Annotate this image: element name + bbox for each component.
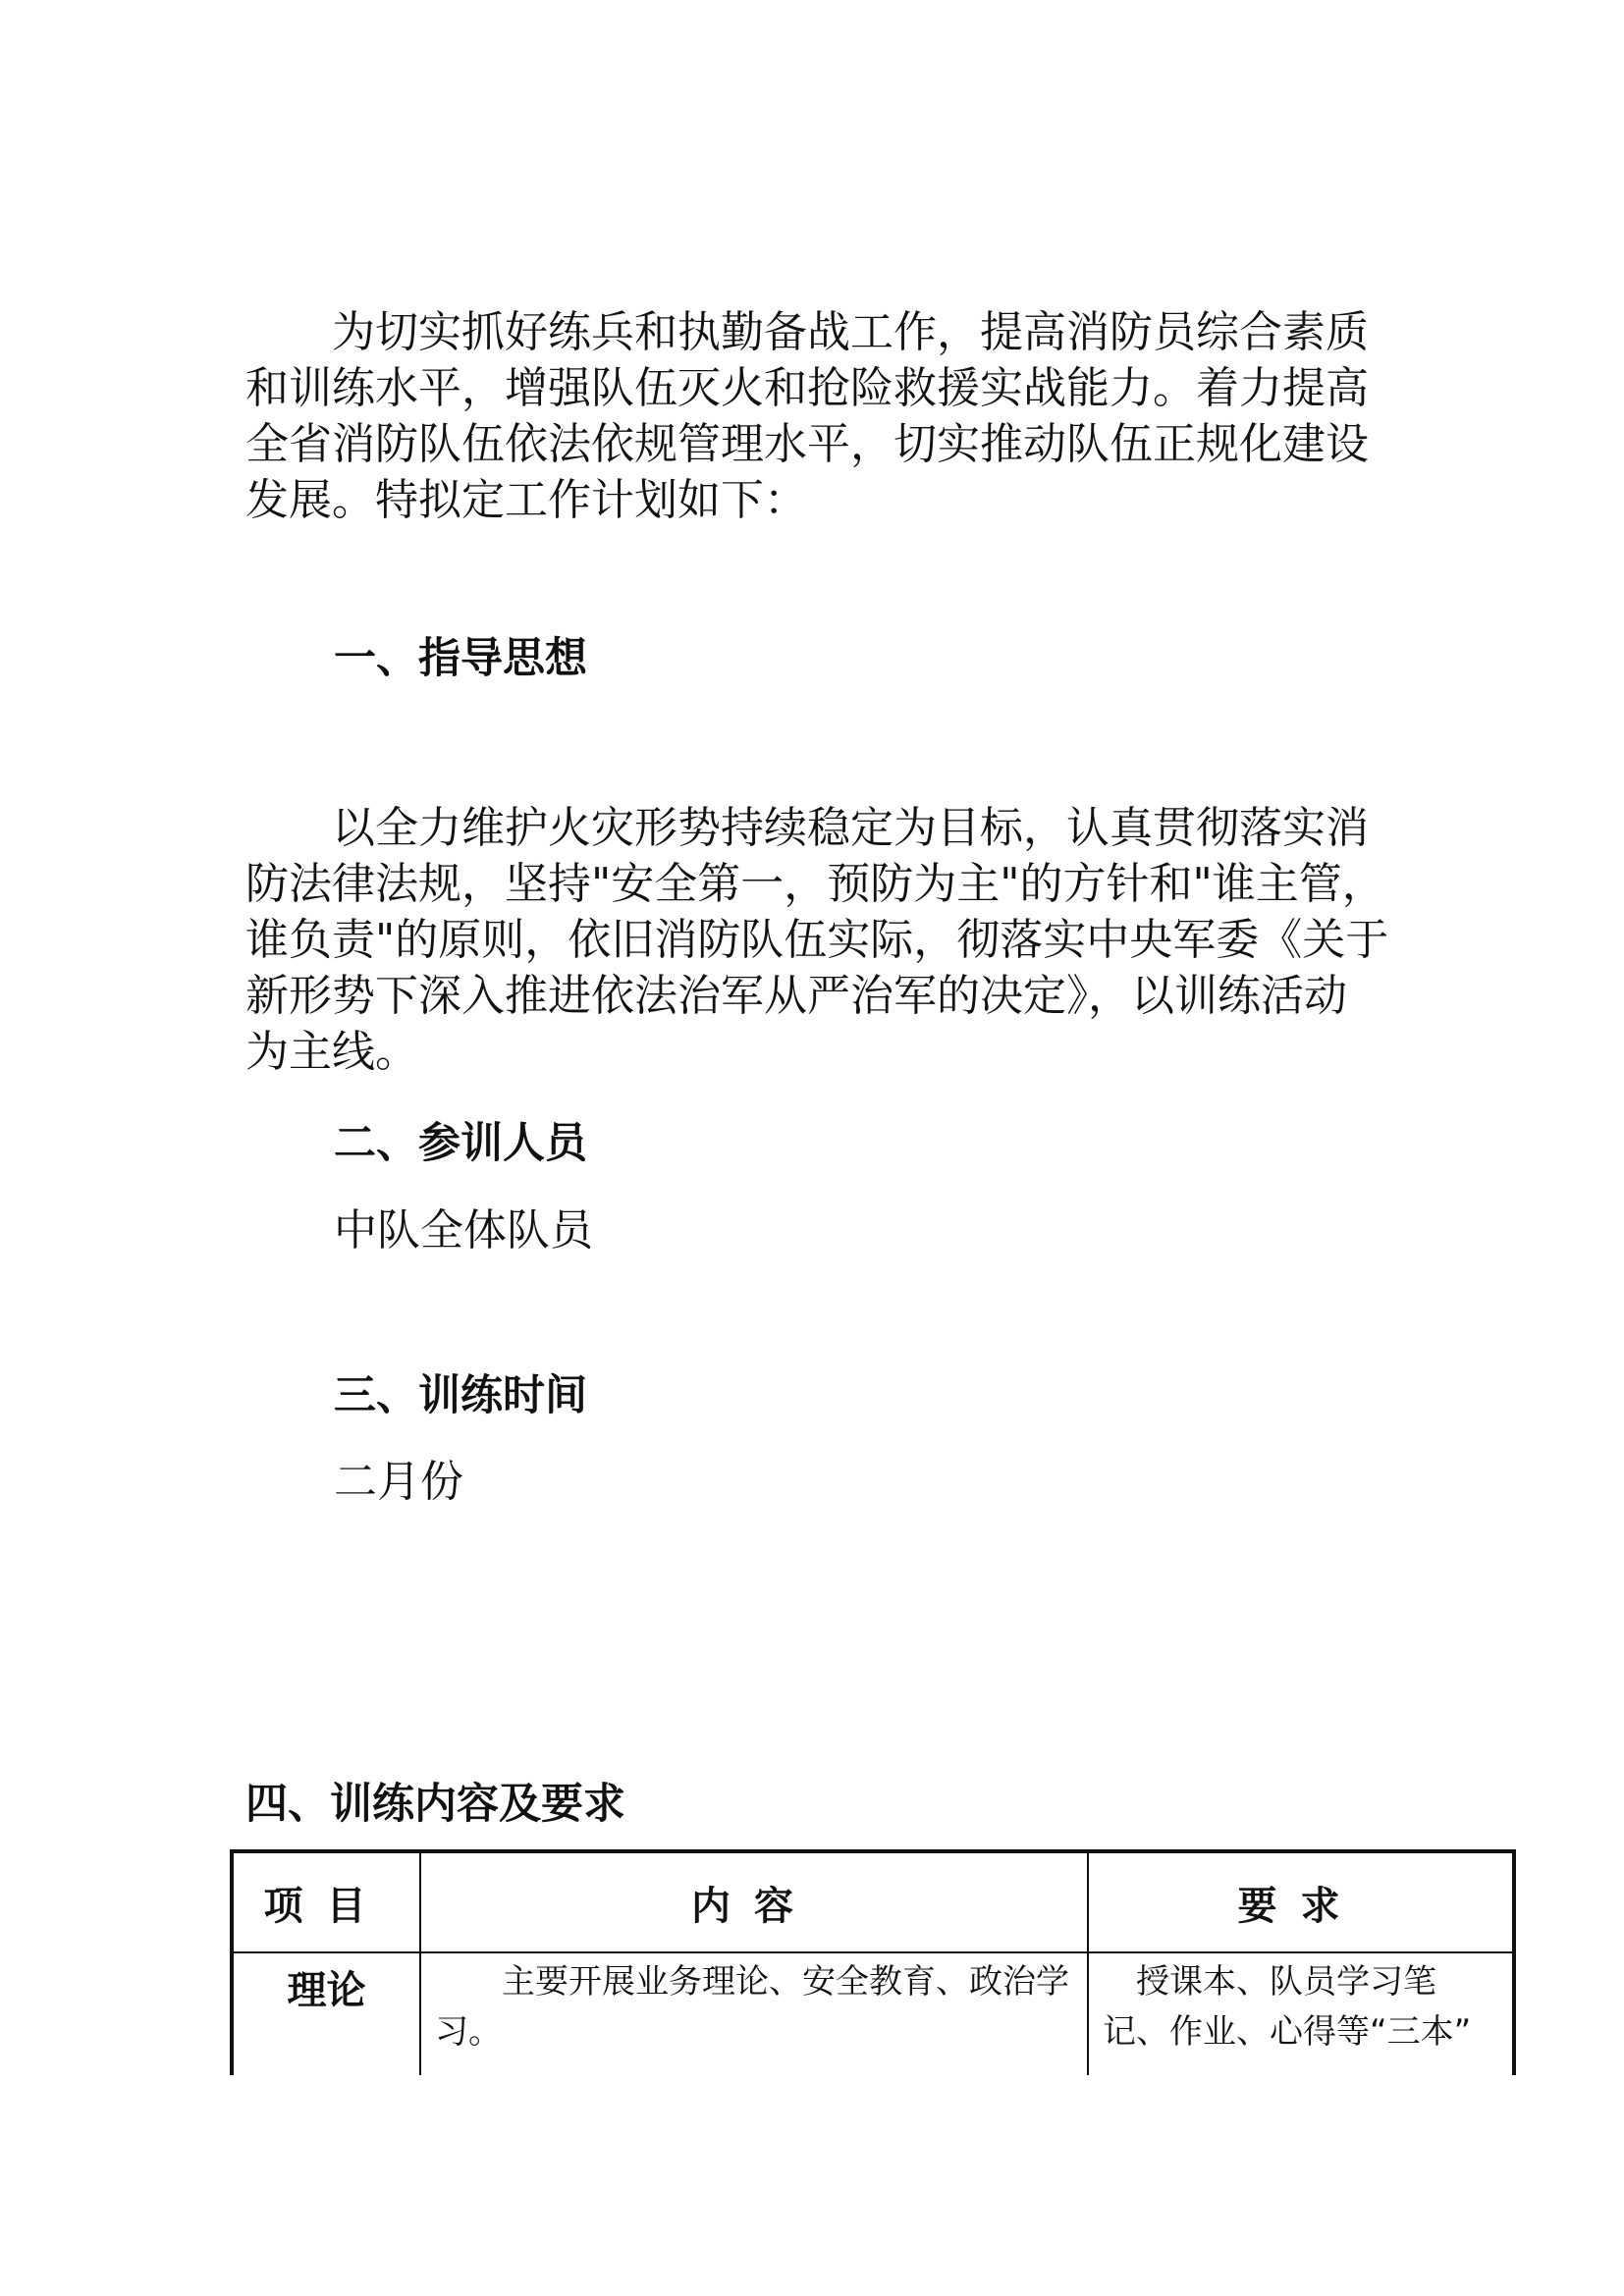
section-1-heading: 一、指导思想 bbox=[334, 634, 587, 683]
section-4-heading: 四、训练内容及要求 bbox=[245, 1780, 625, 1829]
table-header-row bbox=[232, 1851, 1514, 1952]
section-3-heading: 三、训练时间 bbox=[334, 1371, 587, 1420]
header-project: 项目 bbox=[232, 1851, 420, 1952]
row-content: 主要开展业务理论、安全教育、政治学习。 bbox=[435, 1962, 1069, 2052]
row-requirement: 授课本、队员学习笔记、作业、心得等“三本” bbox=[1103, 1962, 1472, 2052]
section-2-heading: 二、参训人员 bbox=[334, 1119, 587, 1168]
section-1-body bbox=[245, 800, 1389, 1080]
section-1-text: 以全力维护火灾形势持续稳定为目标，认真贯彻落实消防法律法规，坚持"安全第一，预防为主"的方针和"谁主管，谁负责"的原则，依旧消防队伍实际，彻落实中央军委《关于新形势下深入推进依法治军从严治军的决定》，以训练活动为主线。 bbox=[245, 803, 1389, 1077]
header-requirement: 要求 bbox=[1088, 1851, 1514, 1952]
header-content: 内容 bbox=[420, 1851, 1088, 1952]
intro-paragraph bbox=[245, 304, 1389, 528]
table-row bbox=[232, 1952, 1514, 2075]
section-2-body: 中队全体队员 bbox=[334, 1205, 593, 1255]
row-content-cell bbox=[420, 1952, 1088, 2075]
row-project: 理论 bbox=[232, 1952, 420, 2075]
row-requirement-cell bbox=[1088, 1952, 1514, 2075]
intro-text: 为切实抓好练兵和执勤备战工作，提高消防员综合素质和训练水平，增强队伍灭火和抢险救援实战能力。着力提高全省消防队伍依法依规管理水平，切实推动队伍正规化建设发展。特拟定工作计划如下： bbox=[245, 307, 1369, 525]
training-table bbox=[230, 1849, 1516, 2075]
section-3-body: 二月份 bbox=[334, 1457, 463, 1507]
